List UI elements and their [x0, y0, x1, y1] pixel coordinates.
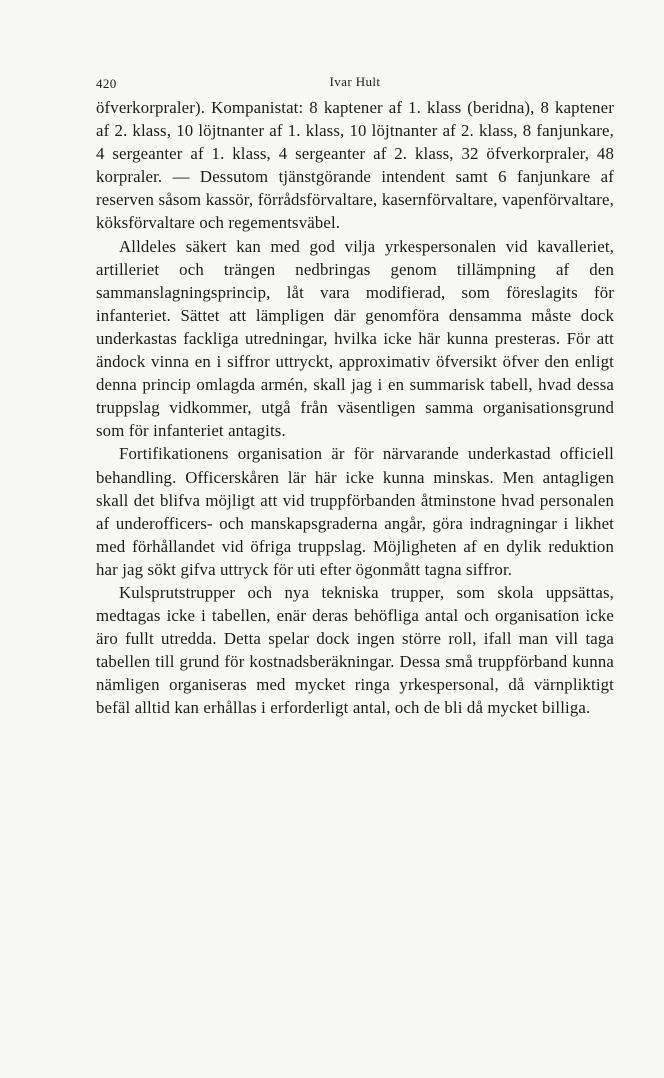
page-header — [96, 66, 614, 96]
paragraph-machine-gun-troops: Kulsprutstrupper och nya tekniska trupper, som skola uppsättas, medtagas icke i tabellen, enär deras behöfliga antal och organisation icke äro fullt utredda. Detta spelar dock ingen större roll, ifall man vill taga tabellen till grund för kostnadsberäkningar. Dessa små truppförband kunna nämligen organiseras med mycket ringa yrkespersonal, då värnpliktigt befäl alltid kan erhållas i erforderligt antal, och de bli då mycket billiga. — [96, 582, 614, 718]
paragraph-cavalry-artillery: Alldeles säkert kan med god vilja yrkespersonalen vid kavalleriet, artilleriet och trängen nedbringas genom tillämpning af den sammanslagningsprincip, låt vara modifierad, som föreslagits för infanteriet. Sättet att lämpligen där genomföra densamma måste dock underkastas fackliga utredningar, hvilka icke här kunna presteras. För att ändock vinna en i siffror uttryckt, approximativ öfversikt öfver den enligt denna princip omlagda armén, skall jag i en summarisk tabell, hvad dessa truppslag vidkommer, utgå från väsentligen samma organisationsgrund som för infanteriet antagits. — [96, 236, 614, 441]
body-text — [96, 96, 614, 720]
paragraph-fortification: Fortifikationens organisation är för närvarande underkastad officiell behandling. Officerskåren lär här icke kunna minskas. Men antagligen skall det blifva möjligt att vid truppförbanden åtminstone hvad personalen af underofficers- och manskapsgraderna angår, göra indragningar i likhet med förhållandet vid öfriga truppslag. Möjligheten af en dylik reduktion har jag sökt gifva uttryck för uti efter ögonmått tagna siffror. — [96, 444, 614, 579]
page-number: 420 — [96, 76, 117, 91]
running-title: Ivar Hult — [329, 74, 381, 89]
book-page — [96, 66, 614, 720]
paragraph-continuation: öfverkorpraler). Kompanistat: 8 kaptener af 1. klass (beridna), 8 kaptener af 2. klass, 10 löjtnanter af 1. klass, 10 löjtnanter af 2. klass, 8 fanjunkare, 4 sergeanter af 1. klass, 4 sergeanter af 2. klass, 32 öfverkorpraler, 48 korpraler. — Dessutom tjänstgörande intendent samt 6 fanjunkare af reserven såsom kassör, förrådsförvaltare, kasernförvaltare, vapenförvaltare, köksförvaltare och regementsväbel. — [96, 98, 614, 233]
